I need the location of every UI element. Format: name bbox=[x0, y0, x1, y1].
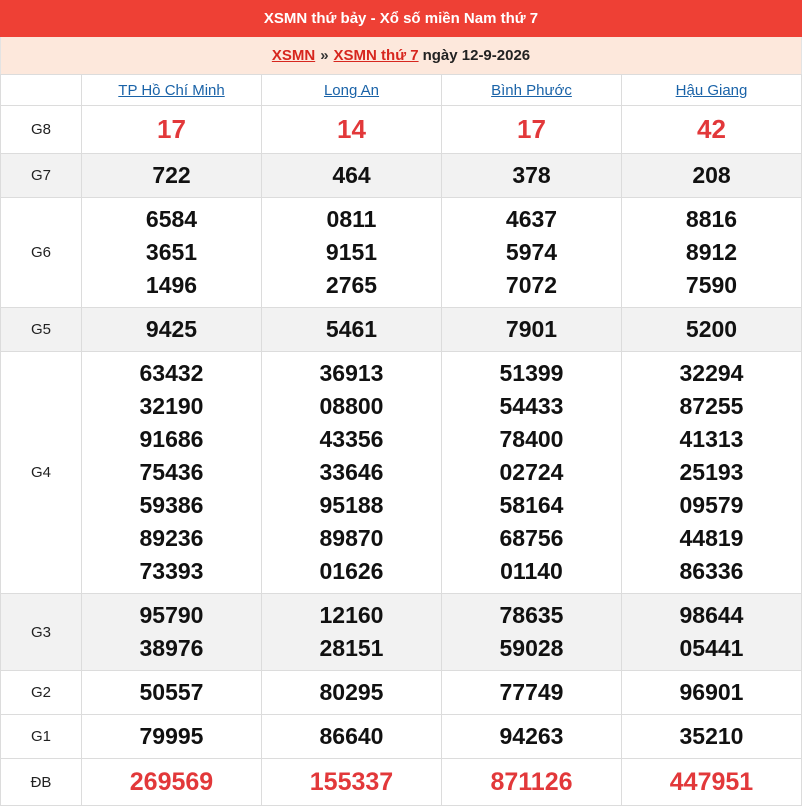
prize-cell bbox=[622, 715, 802, 759]
prize-number: 89870 bbox=[319, 525, 384, 551]
prize-number: 59386 bbox=[139, 492, 204, 518]
prize-number: 464 bbox=[332, 162, 371, 188]
prize-number: 87255 bbox=[679, 393, 744, 419]
prize-number: 91686 bbox=[139, 426, 204, 452]
prize-number: 8816 bbox=[685, 206, 738, 232]
province-header bbox=[442, 75, 622, 106]
prize-cell bbox=[622, 352, 802, 594]
prize-number: 0811 bbox=[326, 206, 377, 232]
prize-number: 33646 bbox=[319, 459, 384, 485]
prize-cell bbox=[622, 198, 802, 308]
prize-label: G3 bbox=[1, 594, 82, 671]
prize-cell bbox=[622, 154, 802, 198]
prize-cell bbox=[262, 352, 442, 594]
prize-number: 58164 bbox=[499, 492, 564, 518]
page-title: XSMN thứ bảy - Xổ số miền Nam thứ 7 bbox=[0, 0, 802, 37]
prize-number: 17 bbox=[517, 114, 546, 144]
prize-row bbox=[1, 715, 802, 759]
prize-number: 12160 bbox=[319, 602, 384, 628]
prize-number: 96901 bbox=[679, 679, 744, 705]
prize-cell bbox=[262, 594, 442, 671]
province-link-binh-phuoc[interactable]: Bình Phước bbox=[491, 81, 572, 99]
prize-cell bbox=[622, 759, 802, 806]
prize-cell bbox=[262, 106, 442, 154]
prize-number: 02724 bbox=[499, 459, 564, 485]
prize-number: 59028 bbox=[499, 635, 564, 661]
prize-cell bbox=[442, 759, 622, 806]
prize-cell bbox=[82, 154, 262, 198]
header-corner bbox=[1, 75, 82, 106]
province-link-long-an[interactable]: Long An bbox=[323, 81, 380, 99]
prize-cell bbox=[82, 198, 262, 308]
prize-label: G2 bbox=[1, 671, 82, 715]
breadcrumb-separator: » bbox=[320, 47, 329, 64]
prize-cell bbox=[262, 308, 442, 352]
prize-label: G4 bbox=[1, 352, 82, 594]
prize-cell bbox=[442, 352, 622, 594]
prize-number: 9425 bbox=[145, 316, 198, 342]
prize-number: 8912 bbox=[685, 239, 738, 265]
prize-row bbox=[1, 594, 802, 671]
prize-number: 08800 bbox=[319, 393, 384, 419]
prize-number: 44819 bbox=[679, 525, 744, 551]
prize-number: 01140 bbox=[500, 558, 563, 584]
prize-cell bbox=[82, 106, 262, 154]
prize-number: 43356 bbox=[319, 426, 384, 452]
prize-cell bbox=[442, 715, 622, 759]
prize-cell bbox=[82, 308, 262, 352]
prize-number: 447951 bbox=[669, 767, 754, 796]
prize-cell bbox=[262, 198, 442, 308]
prize-number: 36913 bbox=[319, 360, 384, 386]
prize-row bbox=[1, 198, 802, 308]
prize-cell bbox=[82, 759, 262, 806]
prize-cell bbox=[262, 154, 442, 198]
results-table bbox=[0, 74, 802, 806]
prize-number: 5974 bbox=[505, 239, 558, 265]
province-header bbox=[262, 75, 442, 106]
prize-cell bbox=[442, 106, 622, 154]
prize-number: 14 bbox=[337, 114, 366, 144]
prize-number: 95188 bbox=[319, 492, 384, 518]
prize-number: 9151 bbox=[325, 239, 378, 265]
prize-number: 4637 bbox=[505, 206, 558, 232]
prize-cell bbox=[262, 759, 442, 806]
prize-number: 41313 bbox=[679, 426, 744, 452]
prize-number: 6584 bbox=[145, 206, 198, 232]
prize-cell bbox=[262, 715, 442, 759]
prize-label: G5 bbox=[1, 308, 82, 352]
prize-number: 95790 bbox=[139, 602, 204, 628]
prize-number: 32294 bbox=[679, 360, 744, 386]
prize-number: 7072 bbox=[505, 272, 558, 298]
prize-number: 722 bbox=[152, 162, 191, 188]
prize-row bbox=[1, 352, 802, 594]
prize-number: 871126 bbox=[490, 767, 573, 796]
prize-number: 73393 bbox=[139, 558, 204, 584]
prize-cell bbox=[82, 671, 262, 715]
prize-number: 378 bbox=[512, 162, 551, 188]
prize-number: 7590 bbox=[685, 272, 738, 298]
prize-row bbox=[1, 308, 802, 352]
prize-cell bbox=[442, 198, 622, 308]
prize-number: 17 bbox=[157, 114, 186, 144]
prize-number: 98644 bbox=[679, 602, 744, 628]
province-link-hau-giang[interactable]: Hậu Giang bbox=[675, 81, 748, 99]
prize-label: G7 bbox=[1, 154, 82, 198]
province-header bbox=[82, 75, 262, 106]
prize-number: 51399 bbox=[499, 360, 564, 386]
prize-cell bbox=[622, 671, 802, 715]
prize-label: G8 bbox=[1, 106, 82, 154]
prize-row bbox=[1, 154, 802, 198]
prize-cell bbox=[442, 154, 622, 198]
prize-cell bbox=[262, 671, 442, 715]
prize-cell bbox=[442, 671, 622, 715]
prize-cell bbox=[622, 594, 802, 671]
prize-number: 50557 bbox=[139, 679, 204, 705]
breadcrumb-date: ngày 12-9-2026 bbox=[422, 47, 531, 64]
prize-number: 38976 bbox=[139, 635, 204, 661]
prize-number: 42 bbox=[697, 114, 726, 144]
prize-number: 05441 bbox=[679, 635, 744, 661]
prize-number: 63432 bbox=[139, 360, 204, 386]
prize-label: G1 bbox=[1, 715, 82, 759]
prize-number: 35210 bbox=[679, 723, 744, 749]
prize-number: 01626 bbox=[319, 558, 384, 584]
prize-number: 89236 bbox=[139, 525, 204, 551]
prize-cell bbox=[82, 715, 262, 759]
prize-number: 28151 bbox=[319, 635, 384, 661]
prize-cell bbox=[82, 352, 262, 594]
prize-cell bbox=[82, 594, 262, 671]
province-header bbox=[622, 75, 802, 106]
prize-number: 75436 bbox=[139, 459, 204, 485]
prize-cell bbox=[442, 594, 622, 671]
prize-number: 78635 bbox=[499, 602, 564, 628]
prize-cell bbox=[622, 308, 802, 352]
breadcrumb-link-xsmn-thu-7[interactable]: XSMN thứ 7 bbox=[333, 47, 419, 64]
prize-number: 3651 bbox=[145, 239, 198, 265]
prize-number: 77749 bbox=[499, 679, 564, 705]
prize-cell bbox=[622, 106, 802, 154]
prize-number: 32190 bbox=[139, 393, 204, 419]
breadcrumb bbox=[0, 37, 802, 74]
prize-number: 86640 bbox=[319, 723, 384, 749]
prize-number: 09579 bbox=[679, 492, 744, 518]
prize-number: 155337 bbox=[309, 767, 394, 796]
prize-label: ĐB bbox=[1, 759, 82, 806]
breadcrumb-link-xsmn[interactable]: XSMN bbox=[271, 47, 316, 64]
prize-number: 25193 bbox=[679, 459, 744, 485]
prize-cell bbox=[442, 308, 622, 352]
prize-number: 1496 bbox=[145, 272, 198, 298]
prize-number: 5200 bbox=[685, 316, 738, 342]
prize-number: 2765 bbox=[325, 272, 378, 298]
prize-number: 78400 bbox=[499, 426, 564, 452]
prize-label: G6 bbox=[1, 198, 82, 308]
prize-number: 269569 bbox=[129, 767, 214, 796]
prize-row bbox=[1, 106, 802, 154]
prize-number: 86336 bbox=[679, 558, 744, 584]
prize-number: 79995 bbox=[139, 723, 204, 749]
prize-number: 80295 bbox=[319, 679, 384, 705]
prize-row bbox=[1, 759, 802, 806]
prize-number: 7901 bbox=[505, 316, 558, 342]
prize-row bbox=[1, 671, 802, 715]
prize-number: 5461 bbox=[325, 316, 378, 342]
prize-number: 208 bbox=[692, 162, 731, 188]
province-link-tp-ho-chi-minh[interactable]: TP Hồ Chí Minh bbox=[118, 81, 225, 99]
prize-number: 68756 bbox=[499, 525, 564, 551]
prize-number: 94263 bbox=[499, 723, 564, 749]
prize-number: 54433 bbox=[499, 393, 564, 419]
